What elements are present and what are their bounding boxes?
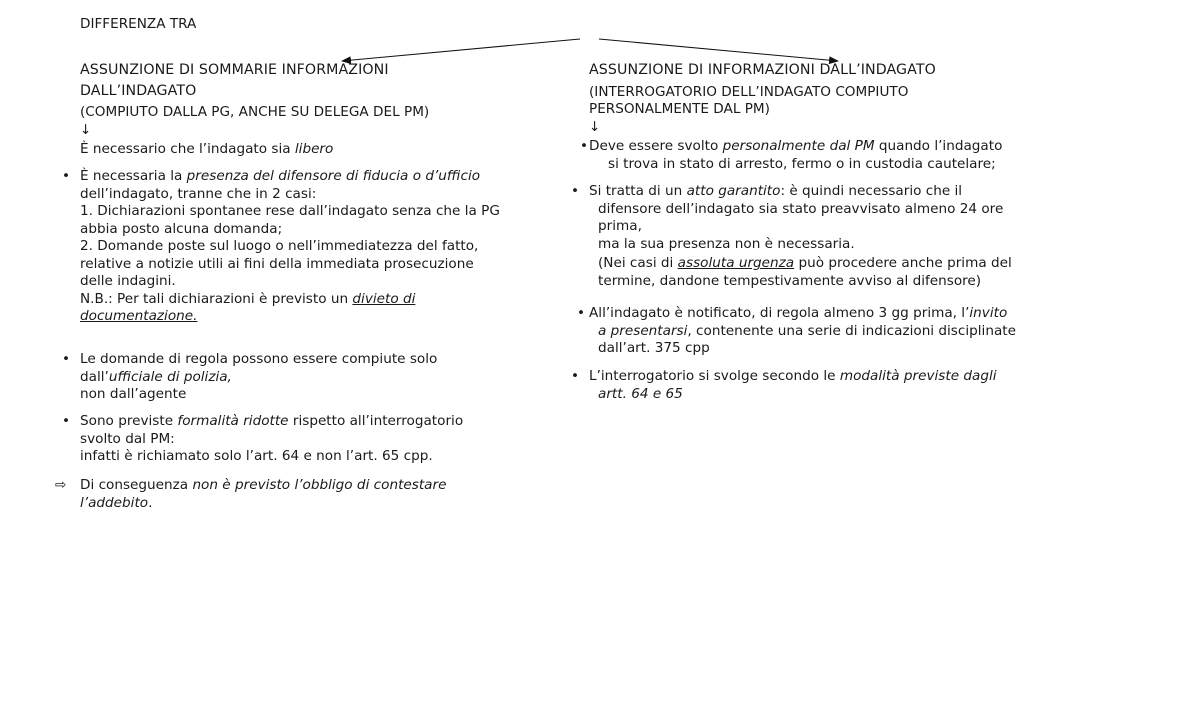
bullet-icon: • [580,138,589,154]
arrow-to-left [342,39,580,61]
left-conclusion: Di conseguenza non è previsto l’obbligo di contestare l’addebito. [80,477,447,511]
right-bullet-1: Deve essere svolto personalmente dal PM quando l’indagato si trova in stato di arresto, fermo o in custodia cautelare; [589,138,1003,172]
left-bullet-1: È necessaria la presenza del difensore di fiducia o d’ufficio dell’indagato, tranne che in 2 casi: 1. Dichiarazioni spontanee rese dall’indagato senza che la PG abbia posto alcuna domanda; 2. Domande poste sul luogo o nell’immediatezza del fatto, relative a notizie utili ai fini della immediata prosecuzione delle indagini. N.B.: Per tali dichiarazioni è previsto un divieto di documentazione. [80,168,500,324]
left-down-arrow-icon: ↓ [80,122,92,138]
right-down-arrow-icon: ↓ [589,119,601,135]
left-intro: È necessario che l’indagato sia libero [80,141,334,157]
conclusion-arrow-icon: ⇨ [55,477,67,493]
right-subtitle-line-2: PERSONALMENTE DAL PM) [589,101,770,117]
arrow-to-right [599,39,838,61]
bullet-icon: • [577,305,586,321]
document-title: DIFFERENZA TRA [80,16,197,32]
bullet-icon: • [62,351,71,367]
bullet-icon: • [571,183,580,199]
left-subtitle: (COMPIUTO DALLA PG, ANCHE SU DELEGA DEL PM) [80,104,430,120]
bullet-icon: • [62,413,71,429]
left-heading-line-1: ASSUNZIONE DI SOMMARIE INFORMAZIONI [80,62,389,78]
right-heading: ASSUNZIONE DI INFORMAZIONI DALL’INDAGATO [589,62,936,78]
right-bullet-3: All’indagato è notificato, di regola almeno 3 gg prima, l’invito a presentarsi, contenente una serie di indicazioni disciplinate dall’art. 375 cpp [589,305,1016,356]
bullet-icon: • [571,368,580,384]
left-heading-line-2: DALL’INDAGATO [80,83,197,99]
left-bullet-3: Sono previste formalità ridotte rispetto all’interrogatorio svolto dal PM: infatti è richiamato solo l’art. 64 e non l’art. 65 cpp. [80,413,464,464]
right-subtitle-line-1: (INTERROGATORIO DELL’INDAGATO COMPIUTO [589,84,909,100]
right-bullet-2: Si tratta di un atto garantito: è quindi necessario che il difensore dell’indagato sia stato preavvisato almeno 24 ore prima, ma la sua presenza non è necessaria. (Nei casi di assoluta urgenza può procedere anche prima del termine, dandone tempestivamente avviso al difensore) [589,183,1012,289]
right-bullet-4: L’interrogatorio si svolge secondo le modalità previste dagli artt. 64 e 65 [589,368,997,402]
left-bullet-2: Le domande di regola possono essere compiute solo dall’ufficiale di polizia, non dall’agente [80,351,438,402]
bullet-icon: • [62,168,71,184]
